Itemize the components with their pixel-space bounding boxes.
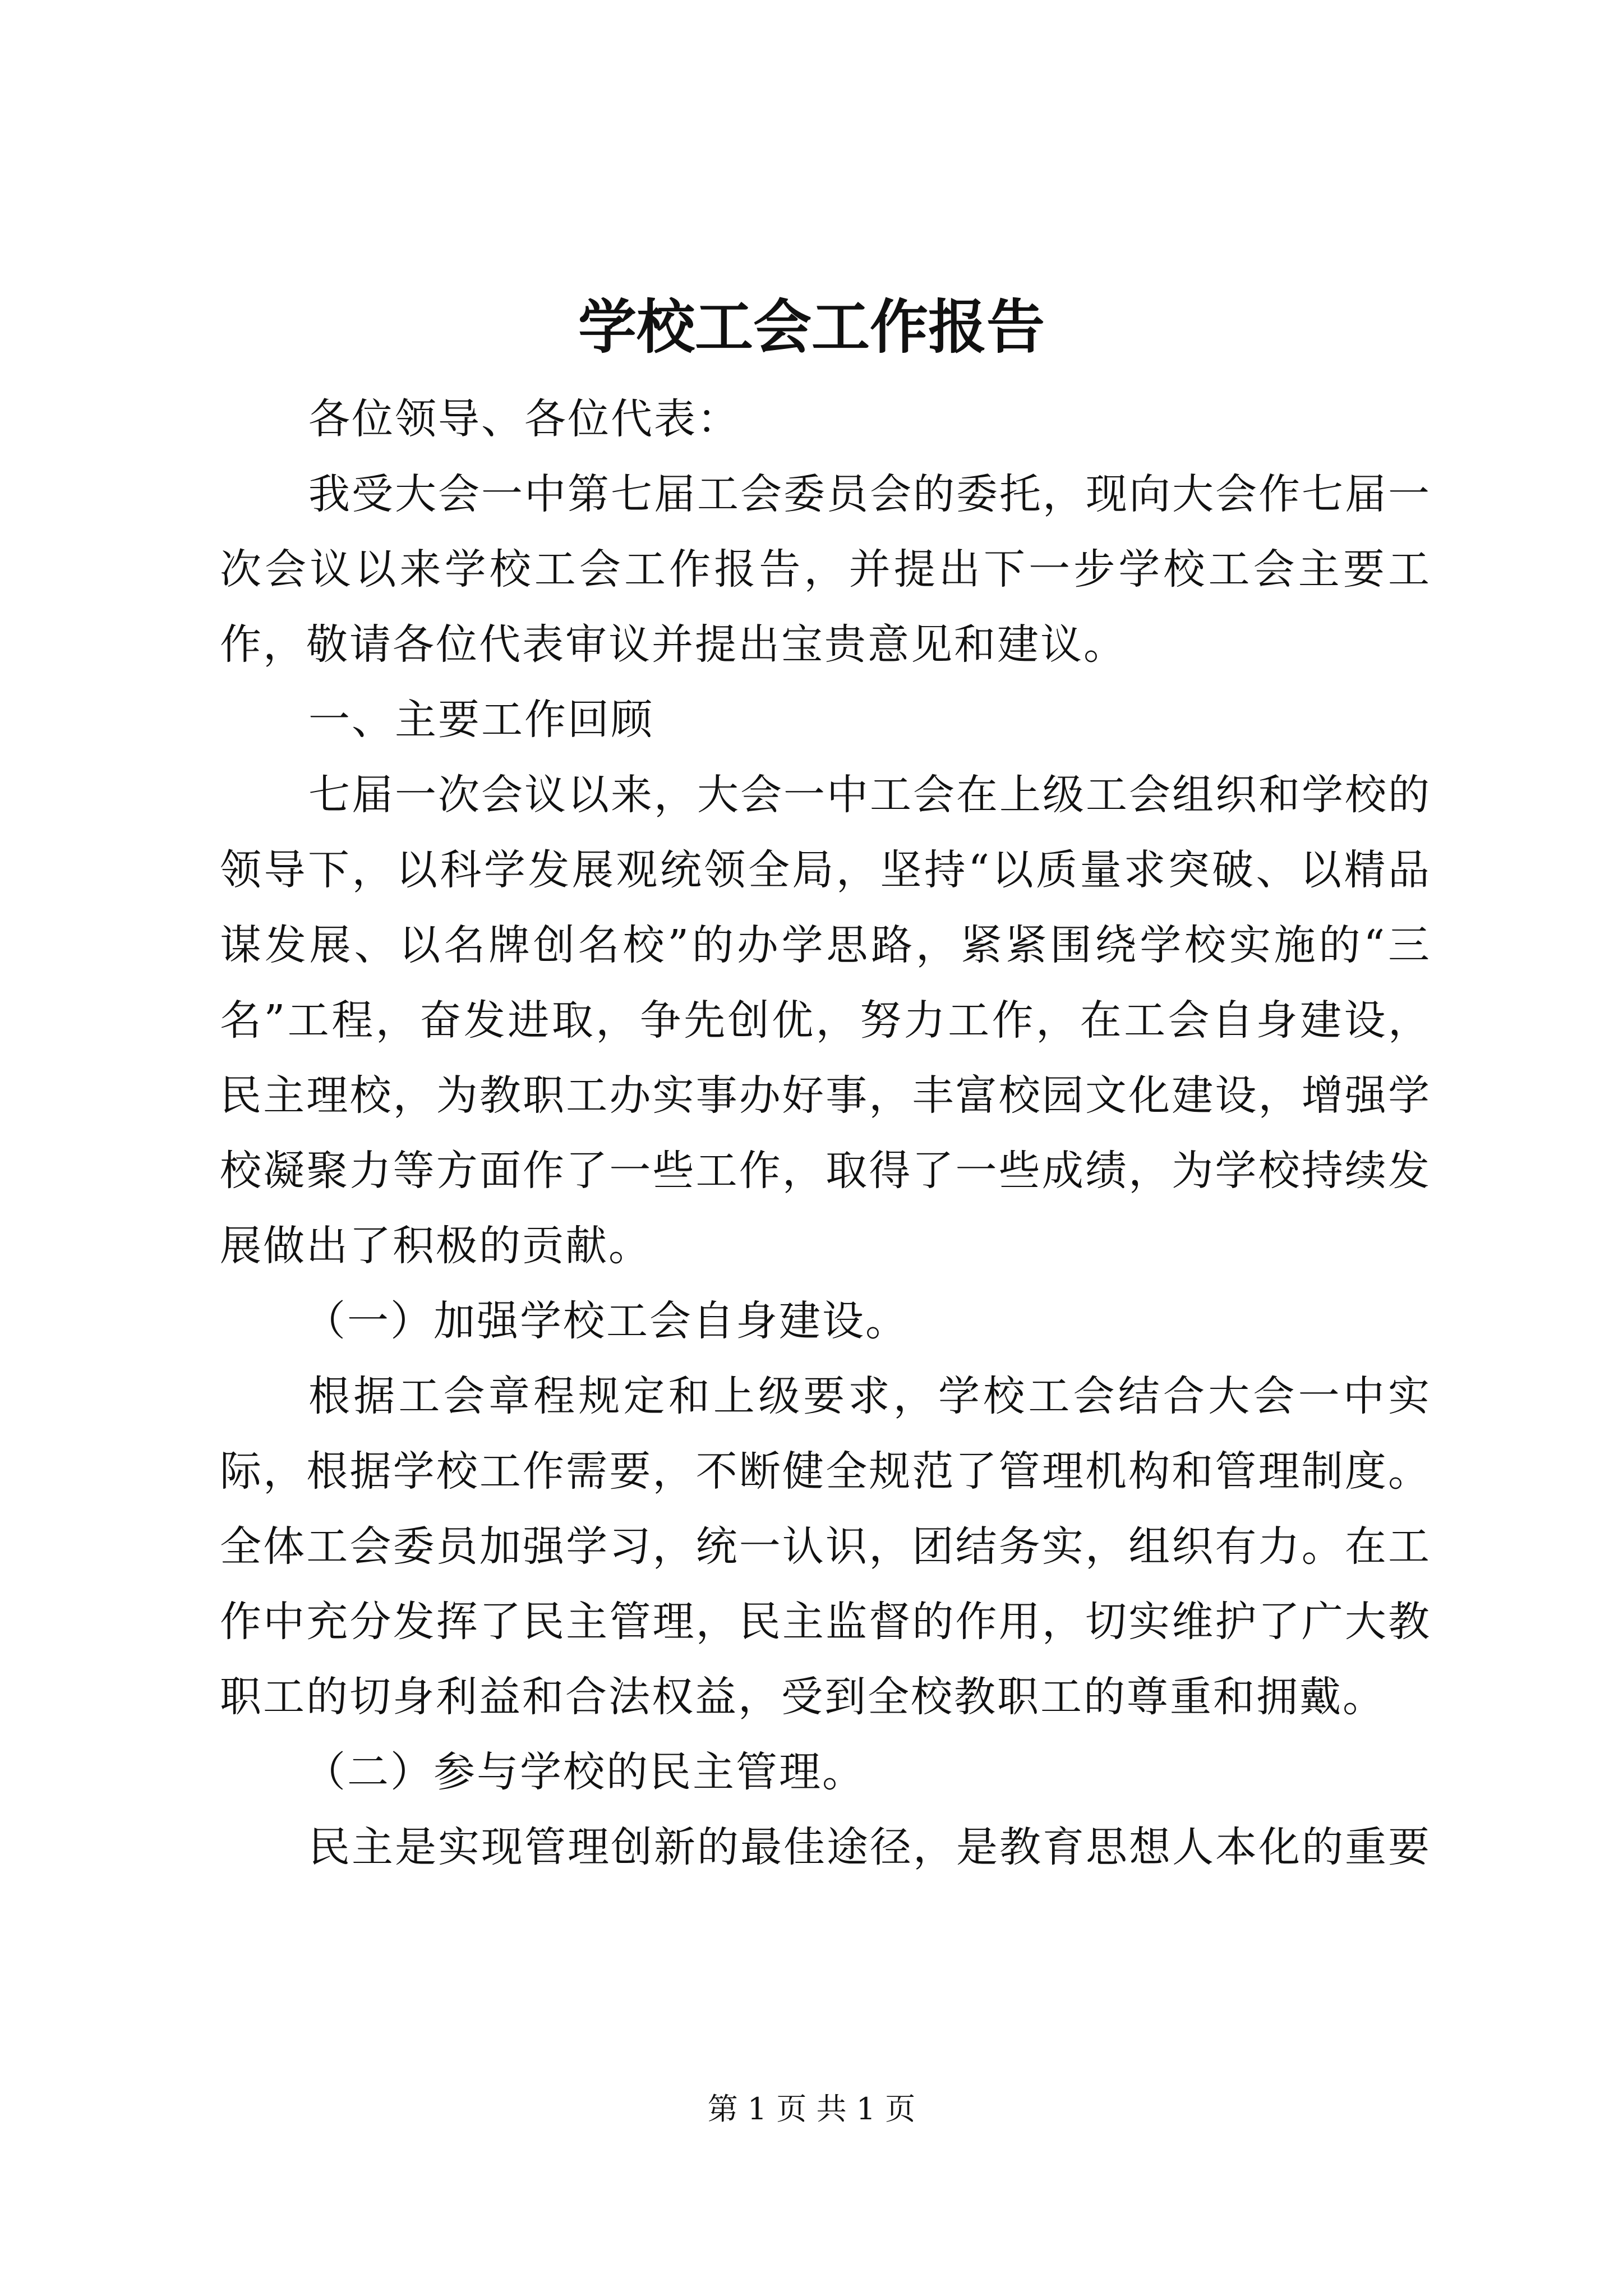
- sub-2-paragraph: 民主是实现管理创新的最佳途径，是教育思想人本化的重要: [308, 1823, 1431, 1871]
- section-heading-1: 一、主要工作回顾: [308, 696, 654, 744]
- section-1-paragraph: 七届一次会议以来，大会一中工会在上级工会组织和学校的领导下，以科学发展观统领全局，坚持“以质量求突破、以精品谋发展、以名牌创名校”的办学思路，紧紧围绕学校实施的“三名”工程，奋发进取，争先创优，努力工作，在工会自身建设，民主理校，为教职工办实事办好事，丰富校园文化建设，增强学校凝聚力等方面作了一些工作，取得了一些成绩，为学校持续发展做出了积极的贡献。: [220, 771, 1431, 1270]
- document-title: 学校工会工作报告: [578, 292, 1045, 361]
- sub-heading-1: （一）加强学校工会自身建设。: [304, 1297, 909, 1345]
- document-body: [220, 381, 1431, 1885]
- page-footer: 第 1 页 共 1 页: [707, 2091, 916, 2127]
- salutation: 各位领导、各位代表：: [308, 395, 740, 443]
- intro-paragraph: 我受大会一中第七届工会委员会的委托，现向大会作七届一次会议以来学校工会工作报告，并提出下一步学校工会主要工作，敬请各位代表审议并提出宝贵意见和建议。: [220, 470, 1431, 669]
- sub-1-paragraph: 根据工会章程规定和上级要求，学校工会结合大会一中实际，根据学校工作需要，不断健全规范了管理机构和管理制度。全体工会委员加强学习，统一认识，团结务实，组织有力。在工作中充分发挥了民主管理，民主监督的作用，切实维护了广大教职工的切身利益和合法权益，受到全校教职工的尊重和拥戴。: [220, 1372, 1431, 1721]
- sub-heading-2: （二）参与学校的民主管理。: [304, 1748, 865, 1796]
